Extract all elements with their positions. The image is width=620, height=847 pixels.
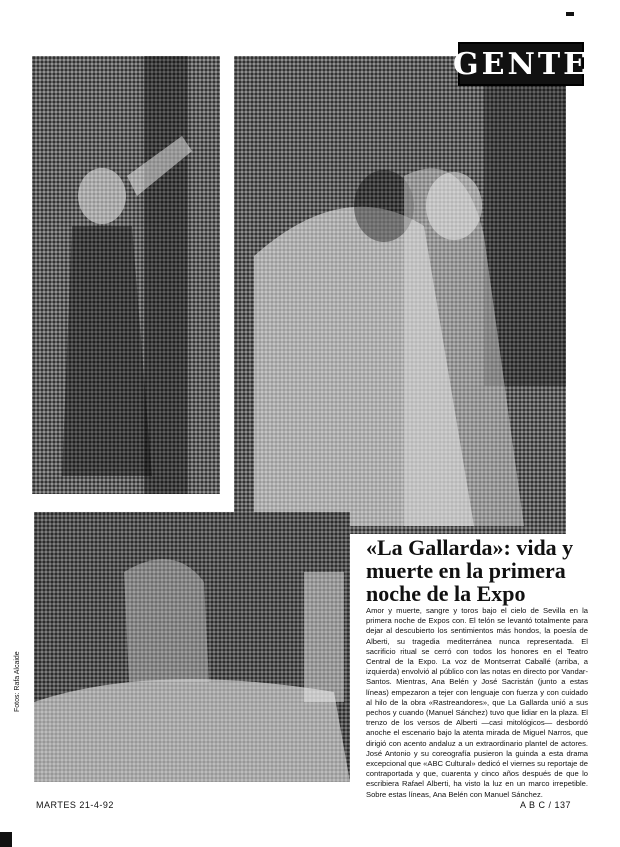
article-body: Amor y muerte, sangre y toros bajo el cielo de Sevilla en la primera noche de Expos con. El telón se levantó totalmente para dejar al descubierto los sentimientos más hondos, la poesía de Alberti, su tragedia mediterránea nunca representada. El sacrificio ritual se cerró con todos los honores en el Teatro Central de la Expo. La voz de Montserrat Caballé (arriba, a izquierda) envolvió al público con las notas en directo por Vandar-Santos. Mientras, Ana Belén y José Sacristán (junto a estas líneas) empezaron a tejer con lenguaje con fuerza y con cuidado al hilo de la obra «Rastreandores», que La Gallarda unió a sus pechos y cuando (Manuel Sánchez) tuvo que lidiar en la plaza. El trenzo de los versos de Alberti —casi mitológicos— desbordó anoche el escenario bajo la atenta mirada de Miguel Narros, que dirigió con acento andaluz a un extraordinario plantel de actores. José Antonio y su coreografía pusieron la guinda a esta drama excepcional que «ABC Cultural» dedicó el viernes su reportaje de contraportada y que, cuarenta y cinco años después de que lo escribiera Rafael Alberti, ha visto la luz en un marco irrepetible. Sobre estas líneas, Ana Belén con Manuel Sánchez.	[366, 606, 588, 799]
scan-mark-bottom-left	[0, 832, 12, 847]
photo-couple-figures	[234, 56, 566, 534]
photo-death-scene-figures	[34, 512, 350, 782]
footer-date: MARTES 21-4-92	[36, 800, 114, 810]
section-tag: GENTE	[458, 42, 584, 86]
article-headline: «La Gallarda»: vida y muerte en la primera noche de la Expo	[366, 535, 574, 606]
photo-singer-figure	[32, 56, 220, 494]
photo-credit: Fotos: Rafa Alcaide	[14, 651, 21, 712]
photo-singer	[32, 56, 220, 494]
scan-mark-top-right	[566, 12, 574, 16]
photo-couple	[234, 56, 566, 534]
photo-death-scene	[34, 512, 350, 782]
footer-page-number: A B C / 137	[520, 800, 572, 810]
